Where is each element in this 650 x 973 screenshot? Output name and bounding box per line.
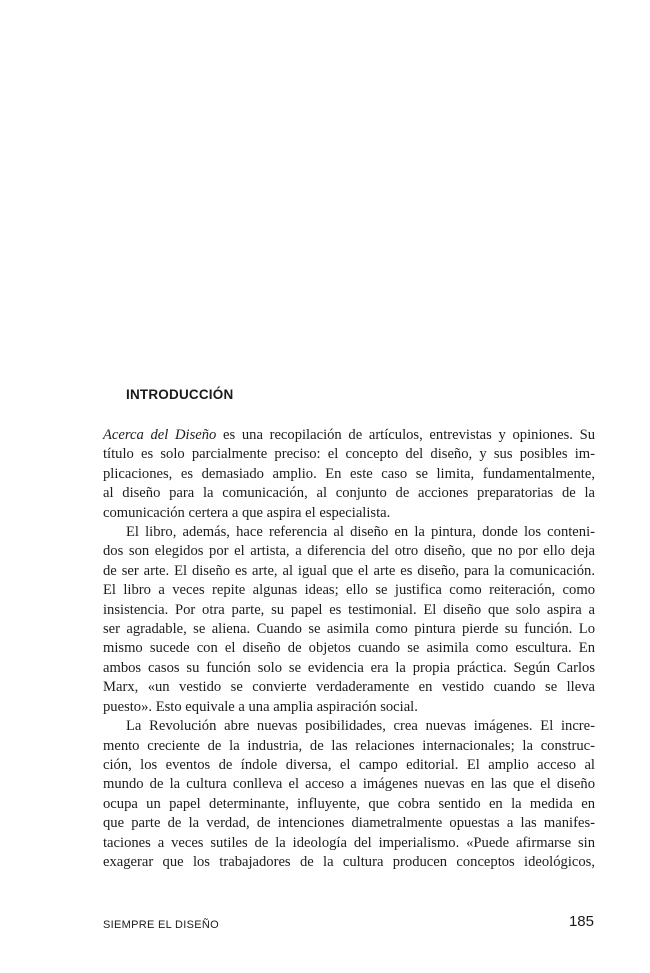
text-line: ambos casos su función solo se evidencia era la propia práctica. Según Carlos xyxy=(103,659,595,676)
text-line: ocupa un papel determinante, influyente, que cobra sentido en la medida en xyxy=(103,795,595,812)
text-line: taciones a veces sutiles de la ideología del imperialismo. «Puede afirmarse sin xyxy=(103,834,595,851)
text-line: que parte de la verdad, de intenciones diametralmente opuestas a las manifes- xyxy=(103,815,595,832)
text-line: mismo sucede con el diseño de objetos cuando se asimila como escultura. En xyxy=(103,640,595,657)
text-line: La Revolución abre nuevas posibilidades, crea nuevas imágenes. El incre- xyxy=(126,718,595,735)
text-line: El libro a veces repite algunas ideas; ello se justifica como reiteración, como xyxy=(103,582,595,599)
text-line: ción, los eventos de índole diversa, el campo editorial. El amplio acceso al xyxy=(103,756,595,773)
text-line: de ser arte. El diseño es arte, al igual que el arte es diseño, para la comunicación. xyxy=(103,562,595,579)
section-heading: INTRODUCCIÓN xyxy=(126,387,234,402)
text-line: plicaciones, es demasiado amplio. En este caso se limita, fundamentalmente, xyxy=(103,465,595,482)
text-line: mento creciente de la industria, de las relaciones internacionales; la construc- xyxy=(103,737,595,754)
body-text xyxy=(103,426,595,872)
paragraph-3 xyxy=(103,717,595,872)
paragraph-1 xyxy=(103,426,595,523)
text-line: exagerar que los trabajadores de la cultura producen conceptos ideológicos, xyxy=(103,853,595,870)
running-footer-title: SIEMPRE EL DISEÑO xyxy=(103,919,219,931)
text-line: Marx, «un vestido se convierte verdaderamente en vestido cuando se lleva xyxy=(103,679,595,696)
text-line: dos son elegidos por el artista, a diferencia del otro diseño, que no por ello deja xyxy=(103,543,595,560)
text-line: ser agradable, se aliena. Cuando se asimila como pintura pierde su función. Lo xyxy=(103,621,595,638)
paragraph-2 xyxy=(103,523,595,717)
text-line: El libro, además, hace referencia al diseño en la pintura, donde los conteni- xyxy=(126,524,595,541)
text-line: título es solo parcialmente preciso: el concepto del diseño, y sus posibles im- xyxy=(103,446,595,463)
text-line: al diseño para la comunicación, al conjunto de acciones preparatorias de la xyxy=(103,485,595,502)
book-title-italic: Acerca del Diseño xyxy=(103,427,217,443)
text-line: puesto». Esto equivale a una amplia aspiración social. xyxy=(103,698,418,715)
page-number: 185 xyxy=(568,913,594,930)
text-line: mundo de la cultura conlleva el acceso a imágenes nuevas en las que el diseño xyxy=(103,776,595,793)
text-line: comunicación certera a que aspira el especialista. xyxy=(103,504,391,521)
text-line: insistencia. Por otra parte, su papel es testimonial. El diseño que solo aspira a xyxy=(103,601,595,618)
text-line: Acerca del Diseño es una recopilación de artículos, entrevistas y opiniones. Su xyxy=(103,427,595,443)
